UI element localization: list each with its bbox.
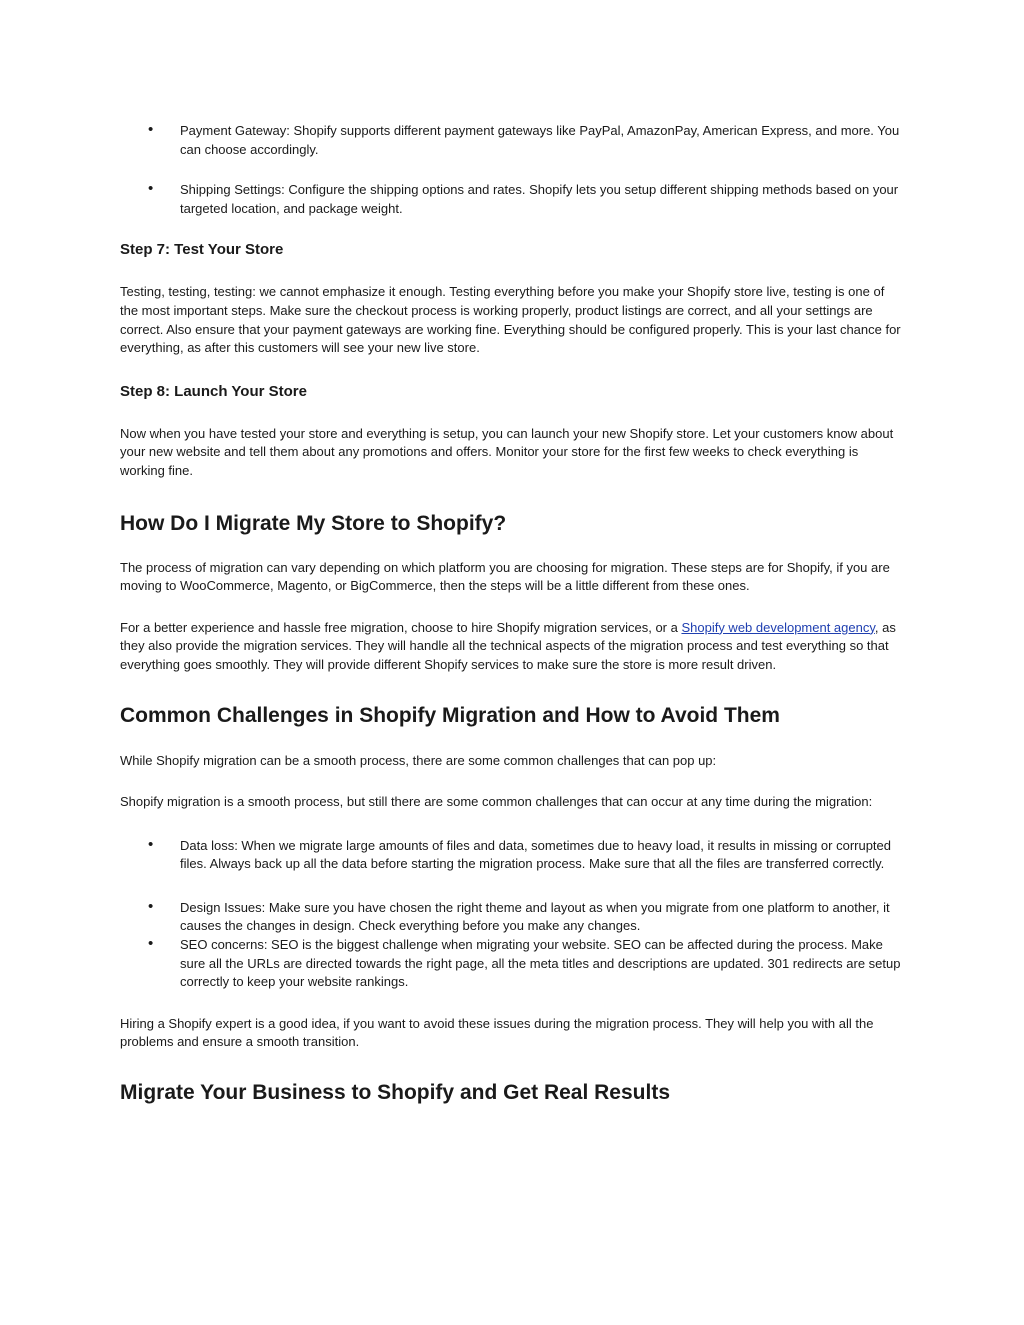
list-item-payment-gateway [120,122,902,159]
bullet-list-store-settings [120,122,902,218]
step7-heading: Step 7: Test Your Store [120,241,284,259]
migrate-paragraph-1: The process of migration can vary depending on which platform you are choosing for migration. These steps are for Shopify, if you are moving to WooCommerce, Magento, or BigCommerce, then the steps will be a little different from these ones. [120,559,890,594]
step8-heading: Step 8: Launch Your Store [120,382,307,400]
challenges-paragraph-3: Hiring a Shopify expert is a good idea, if you want to avoid these issues during the migration process. They will help you with all the problems and ensure a smooth transition. [120,1015,874,1050]
step8-body: Now when you have tested your store and everything is setup, you can launch your new Shopify store. Let your customers know about your new website and tell them about any promotions and offers. Monitor your store for the first few weeks to check everything is working fine. [120,425,894,478]
list-item-design-issues [120,899,902,936]
list-item-text: Payment Gateway: Shopify supports different payment gateways like PayPal, AmazonPay, American Express, and more. You can choose accordingly. [180,123,900,157]
list-item-text: Design Issues: Make sure you have chosen the right theme and layout as when you migrate from one platform to another, it causes the changes in design. Check everything before you make any changes. [180,899,890,934]
bullet-list-challenges [120,837,902,992]
shopify-agency-link[interactable]: Shopify web development agency [681,619,875,635]
challenges-heading: Common Challenges in Shopify Migration and How to Avoid Them [120,703,780,727]
bullet-icon: • [148,180,154,198]
list-item-seo-concerns [120,936,902,992]
bullet-icon: • [148,835,154,853]
bullet-icon: • [148,897,154,915]
list-item-shipping-settings [120,181,902,218]
bullet-icon: • [148,121,154,138]
migrate-heading: How Do I Migrate My Store to Shopify? [120,511,507,535]
list-item-text: SEO concerns: SEO is the biggest challenge when migrating your website. SEO can be affected during the process. Make sure all the URLs are directed towards the right page, all the meta titles and descriptions are updated. 301 redirects are setup correctly to keep your website rankings. [180,937,901,990]
step7-body: Testing, testing, testing: we cannot emphasize it enough. Testing everything before you make your Shopify store live, testing is one of the most important steps. Make sure the checkout process is working properly, product listings are correct, and all your settings are correct. Also ensure that your payment gateways are working fine. Everything should be configured properly. This is your last chance for everything, as after this customers will see your new live store. [120,284,901,356]
list-item-text: Data loss: When we migrate large amounts of files and data, sometimes due to heavy load, it results in missing or corrupted files. Always back up all the data before starting the migration process. Make sure that all the files are transferred correctly. [180,837,892,872]
migrate-p2-text-after: , as they also provide the migration services. They will handle all the technical aspects of the migration process and test everything so that everything goes smoothly. They will provide different Shopify services to make sure the store is more result driven. [120,619,896,672]
migrate-p2-text-before: For a better experience and hassle free migration, choose to hire Shopify migration services, or a [120,619,682,635]
bullet-icon: • [148,935,154,953]
list-item-data-loss [120,837,902,874]
challenges-paragraph-2: Shopify migration is a smooth process, but still there are some common challenges that can occur at any time during the migration: [120,794,873,810]
challenges-paragraph-1: While Shopify migration can be a smooth process, there are some common challenges that can pop up: [120,752,717,768]
document-content [120,122,902,1106]
final-heading: Migrate Your Business to Shopify and Get Real Results [120,1081,670,1105]
list-item-text: Shipping Settings: Configure the shipping options and rates. Shopify lets you setup different shipping methods based on your targeted location, and package weight. [180,182,899,216]
migrate-paragraph-2 [120,619,902,675]
